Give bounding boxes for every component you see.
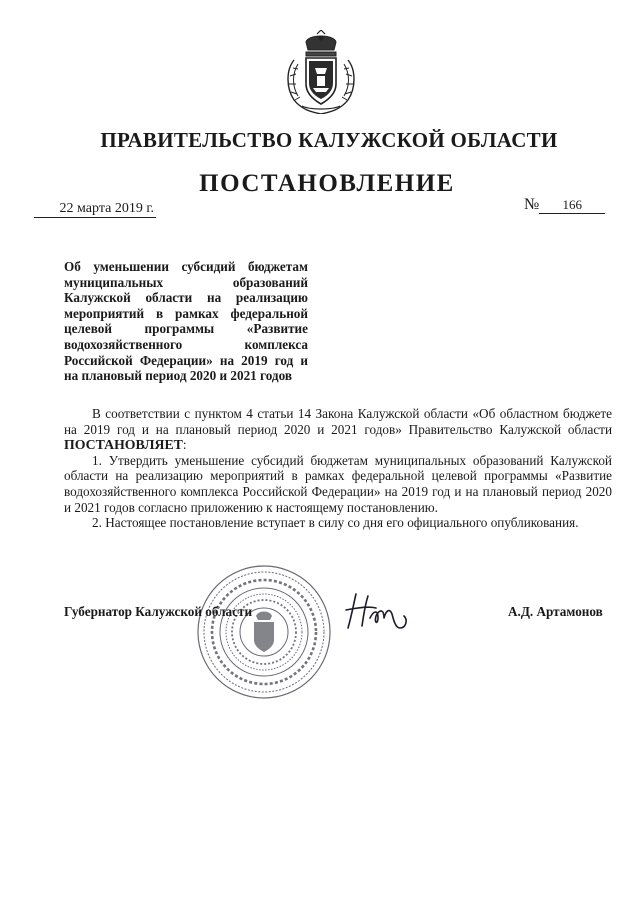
governor-name: А.Д. Артамонов [508,604,603,619]
document-subject [64,259,308,384]
government-title: ПРАВИТЕЛЬСТВО КАЛУЖСКОЙ ОБЛАСТИ [100,128,558,152]
handwritten-signature-icon [340,588,414,634]
decree-colon: : [182,437,187,453]
decree-word: ПОСТАНОВЛЯЕТ [64,437,183,453]
document-number: 166 [539,198,605,214]
subject-line: Об уменьшении субсидий бюджетам [64,259,308,274]
body-item-2: 2. Настоящее постановление вступает в силу со дня его официального опубликования. [92,515,579,531]
subject-line: Российской Федерации» на 2019 год и [64,352,308,368]
subject-line: Калужской области на реализацию [64,290,308,306]
body-item-1: 1. Утвердить уменьшение субсидий бюджетам муниципальных образований Калужской области на реализацию мероприятий в рамках федеральной целевой программы «Развитие водохозяйственного комплекса Российской Федерации» на 2019 год и на плановый период 2020 и 2021 годов согласно приложению к настоящему постановлению. [64,452,612,515]
subject-line: муниципальных образований [64,274,308,290]
coat-of-arms-icon [284,30,358,114]
body-intro-text: В соответствии с пунктом 4 статьи 14 Закона Калужской области «Об областном бюджете на 2019 год и на плановый период 2020 и 2021 годов» Правительство Калужской области [64,406,612,437]
subject-line: мероприятий в рамках федеральной [64,305,308,321]
governor-title: Губернатор Калужской области [64,604,253,619]
subject-line: на плановый период 2020 и 2021 годов [64,368,292,384]
document-type-title: ПОСТАНОВЛЕНИЕ [199,170,455,197]
number-sign: № [524,196,540,213]
official-seal-icon [196,564,332,700]
document-date: 22 марта 2019 г. [34,201,156,218]
document-body [64,406,612,531]
subject-line: целевой программы «Развитие [64,321,308,337]
subject-line: водохозяйственного комплекса [64,336,308,352]
document-number-block [524,196,605,214]
body-intro-paragraph [64,406,612,453]
